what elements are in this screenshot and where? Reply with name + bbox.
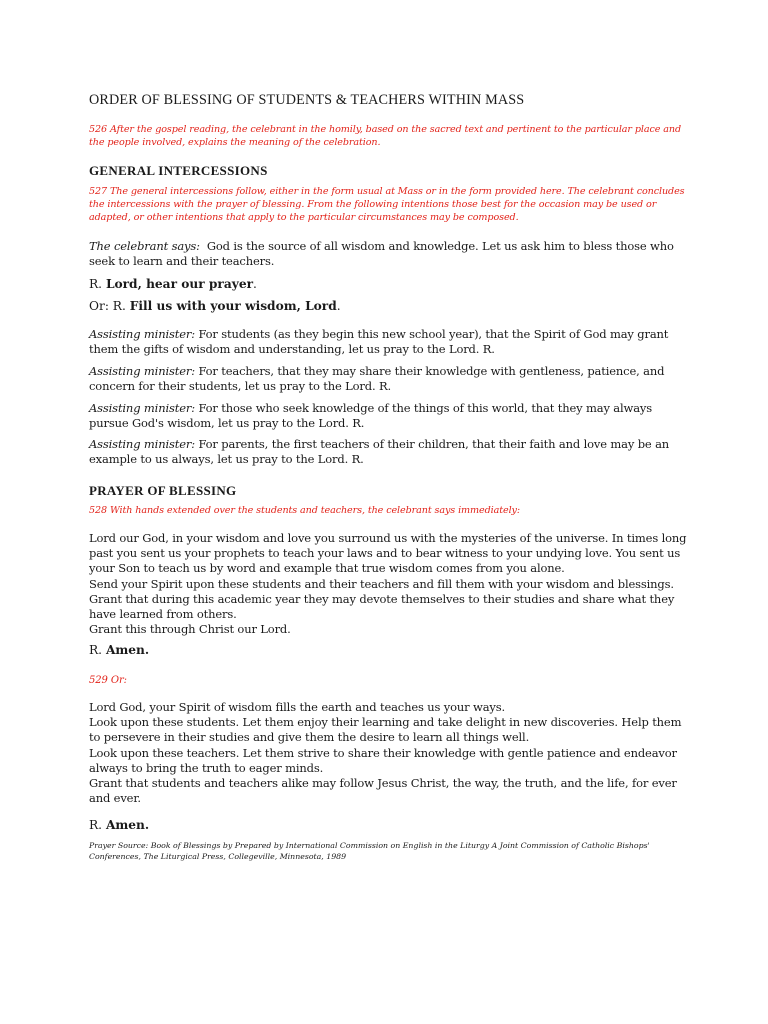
prayer-line: Grant this through Christ our Lord.: [89, 622, 291, 637]
rubric-526: 526 After the gospel reading, the celebrant in the homily, based on the sacred text and pertinent to the particular place and the people involved, explains the meaning of the celebration.: [89, 124, 682, 148]
prayer-line: Look upon these students. Let them enjoy their learning and take delight in new discoveries. Help them to persevere in their studies and give them the desire to learn all things well.: [89, 715, 682, 745]
intention-label: Assisting minister:: [89, 364, 195, 378]
response-end: .: [336, 299, 341, 313]
response-1: [89, 276, 689, 292]
intention-1: [89, 327, 689, 357]
celebrant-invitation: [89, 239, 689, 269]
heading-prayer-of-blessing: PRAYER OF BLESSING: [89, 483, 237, 498]
response-text: Fill us with your wisdom, Lord: [129, 299, 337, 313]
intention-4: [89, 437, 689, 467]
response-text: Lord, hear our prayer: [105, 277, 253, 291]
prayer-line: Grant that students and teachers alike may follow Jesus Christ, the way, the truth, and the life, for ever and ever.: [89, 776, 677, 806]
celebrant-label: The celebrant says:: [89, 239, 200, 253]
response-prefix: R.: [89, 277, 103, 291]
intention-label: Assisting minister:: [89, 327, 195, 341]
document-title: ORDER OF BLESSING OF STUDENTS & TEACHERS WITHIN MASS: [89, 92, 525, 108]
response-prefix: R.: [89, 643, 103, 657]
prayer-line: Lord our God, in your wisdom and love you surround us with the mysteries of the universe. In times long past you sent us your prophets to teach your laws and to bear witness to your undying love. You sent us your Son to teach us by word and example that true wisdom comes from you alone.: [89, 531, 687, 576]
response-end: .: [253, 277, 257, 291]
blessing-prayer: [89, 531, 689, 637]
amen-response-2: [89, 817, 689, 833]
intention-text: For teachers, that they may share their knowledge with gentleness, patience, and concern for their students, let us pray to the Lord. R.: [89, 364, 665, 394]
intention-label: Assisting minister:: [89, 437, 195, 451]
celebrant-text: God is the source of all wisdom and knowledge. Let us ask him to bless those who seek to learn and their teachers.: [89, 239, 674, 269]
amen-text: Amen.: [105, 643, 150, 657]
intention-label: Assisting minister:: [89, 401, 195, 415]
rubric-527: 527 The general intercessions follow, either in the form usual at Mass or in the form provided here. The celebrant concludes the intercessions with the prayer of blessing. From the following intentions those best for the occasion may be used or adapted, or other intentions that apply to the particular circumstances may be composed.: [89, 186, 685, 223]
rubric-528: 528 With hands extended over the students and teachers, the celebrant says immediately:: [89, 505, 520, 516]
prayer-line: Look upon these teachers. Let them strive to share their knowledge with gentle patience and endeavor always to bring the truth to eager minds.: [89, 745, 677, 775]
response-prefix: R.: [89, 818, 103, 832]
response-2: [89, 298, 689, 314]
amen-text: Amen.: [105, 818, 150, 832]
alternate-blessing-prayer: [89, 700, 689, 806]
amen-response-1: [89, 642, 689, 658]
intention-text: For those who seek knowledge of the things of this world, that they may always pursue God's wisdom, let us pray to the Lord. R.: [89, 401, 653, 431]
intention-text: For students (as they begin this new school year), that the Spirit of God may grant them the gifts of wisdom and understanding, let us pray to the Lord. R.: [89, 327, 669, 357]
intention-2: [89, 364, 689, 394]
heading-general-intercessions: GENERAL INTERCESSIONS: [89, 163, 268, 178]
response-prefix: Or: R.: [89, 299, 126, 313]
prayer-line: Grant that during this academic year they may devote themselves to their studies and share what they have learned from others.: [89, 591, 675, 622]
intention-text: For parents, the first teachers of their children, that their faith and love may be an example to us always, let us pray to the Lord. R.: [89, 437, 670, 467]
prayer-line: Lord God, your Spirit of wisdom fills the earth and teaches us your ways.: [89, 700, 506, 714]
prayer-line: Send your Spirit upon these students and their teachers and fill them with your wisdom and blessings.: [89, 576, 674, 591]
intention-3: [89, 401, 689, 431]
prayer-source-citation: Prayer Source: Book of Blessings by Prepared by International Commission on English in the Liturgy A Joint Commission of Catholic Bishops' Conferences, The Liturgical Press, Collegeville, Minnesota, 1989: [89, 841, 650, 861]
rubric-529: 529 Or:: [89, 675, 127, 686]
